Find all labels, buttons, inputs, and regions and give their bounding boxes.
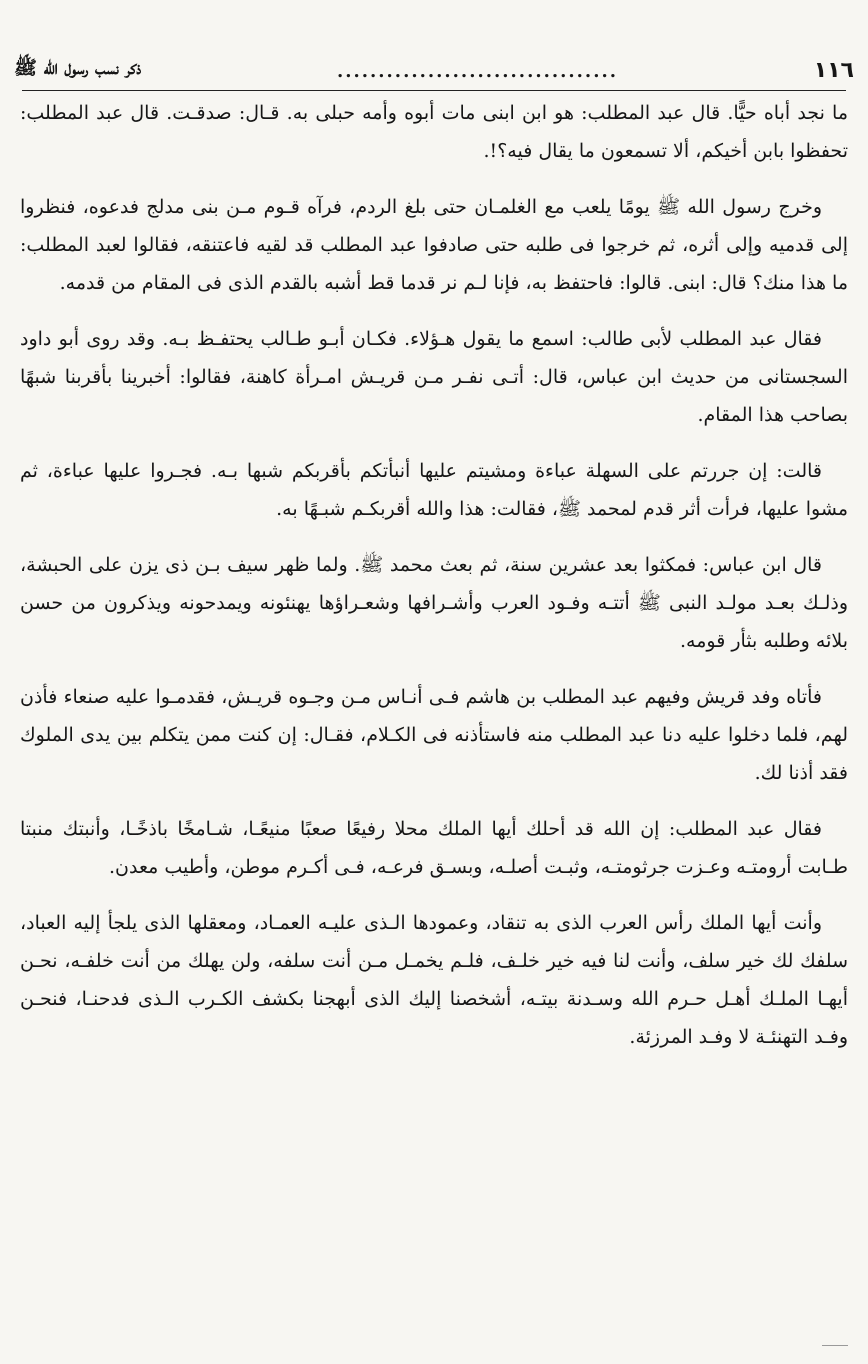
- scan-edge-mark: [822, 1345, 848, 1346]
- page-body: [20, 94, 848, 1074]
- header-leader-dots: ..................................: [336, 61, 619, 81]
- paragraph: وخرج رسول الله ﷺ يومًا يلعب مع الغلمـان حتى بلغ الردم، فرآه قـوم مـن بنى مدلج فدعوه، فنظروا إلى قدميه وإلى أثره، ثم خرجوا فى طلبه حتى صادفوا عبد المطلب قد لقيه فاعتنقه، فقالوا لعبد المطلب: ما هذا منك؟ قال: ابنى. قالوا: فاحتفظ به، فإنا لـم نر قدما قط أشبه بالقدم الذى فى المقام من قدمه.: [20, 196, 848, 294]
- paragraph: قالت: إن جررتم على السهلة عباءة ومشيتم عليها أنبأتكم بأقربكم شبها بـه. فجـروا عليها عباءة، ثم مشوا عليها، فرأت أثر قدم لمحمد ﷺ، فقالت: هذا والله أقربكـم شبـهًا به.: [20, 460, 848, 520]
- paragraph: فأتاه وفد قريش وفيهم عبد المطلب بن هاشم فـى أنـاس مـن وجـوه قريـش، فقدمـوا عليه صنعاء فأذن لهم، فلما دخلوا عليه دنا عبد المطلب منه فاستأذنه فى الكـلام، فقـال: إن كنت ممن يتكلم بين يدى الملوك فقد أذنا لك.: [20, 686, 848, 784]
- header-rule: [22, 90, 846, 91]
- paragraph: ما نجد أباه حيًّا. قال عبد المطلب: هو ابن ابنى مات أبوه وأمه حبلى به. قـال: صدقـت. قال عبد المطلب: تحفظوا بابن أخيكم، ألا تسمعون ما يقال فيه؟!.: [20, 102, 848, 162]
- page-header: [14, 48, 854, 92]
- paragraph: فقال عبد المطلب لأبى طالب: اسمع ما يقول هـؤلاء. فكـان أبـو طـالب يحتفـظ بـه. وقد روى أبو داود السجستانى من حديث ابن عباس، قال: أتـى نفـر مـن قريـش امـرأة كاهنة، فقالوا: أخبرينا بأقربنا شبهًا بصاحب هذا المقام.: [20, 328, 848, 426]
- paragraph: وأنت أيها الملك رأس العرب الذى به تنقاد، وعمودها الـذى عليـه العمـاد، ومعقلها الذى يلجأ إليه العباد، سلفك لك خير سلف، وأنت لنا فيه خير خلـف، فلـم يخمـل مـن أنت سلفه، ولن يهلك من أنت خلفـه، نحـن أيهـا الملـك أهـل حـرم الله وسـدنة بيتـه، أشخصنا إليك الذى أبهجنا بكشف الكـرب الـذى فدحنـا، فنحـن وفـد التهنئـة لا وفـد المرزئة.: [20, 912, 848, 1048]
- paragraph: قال ابن عباس: فمكثوا بعد عشرين سنة، ثم بعث محمد ﷺ. ولما ظهر سيف بـن ذى يزن على الحبشة، وذلـك بعـد مولـد النبى ﷺ أتتـه وفـود العرب وأشـرافها وشعـراؤها يهنئونه ويمدحونه ويذكرون من حسن بلائه وطلبه بثأر قومه.: [20, 554, 848, 652]
- paragraph: فقال عبد المطلب: إن الله قد أحلك أيها الملك محلا رفيعًا صعبًا منيعًـا، شـامخًا باذخًـا، وأنبتك منبتا طـابت أرومتـه وعـزت جرثومتـه، وثبـت أصلـه، وبسـق فرعـه، فـى أكـرم موطن، وأطيب معدن.: [20, 818, 848, 878]
- running-title: ذكر نسب رسول الله ﷺ: [14, 57, 142, 79]
- page-number: ١١٦: [813, 57, 854, 83]
